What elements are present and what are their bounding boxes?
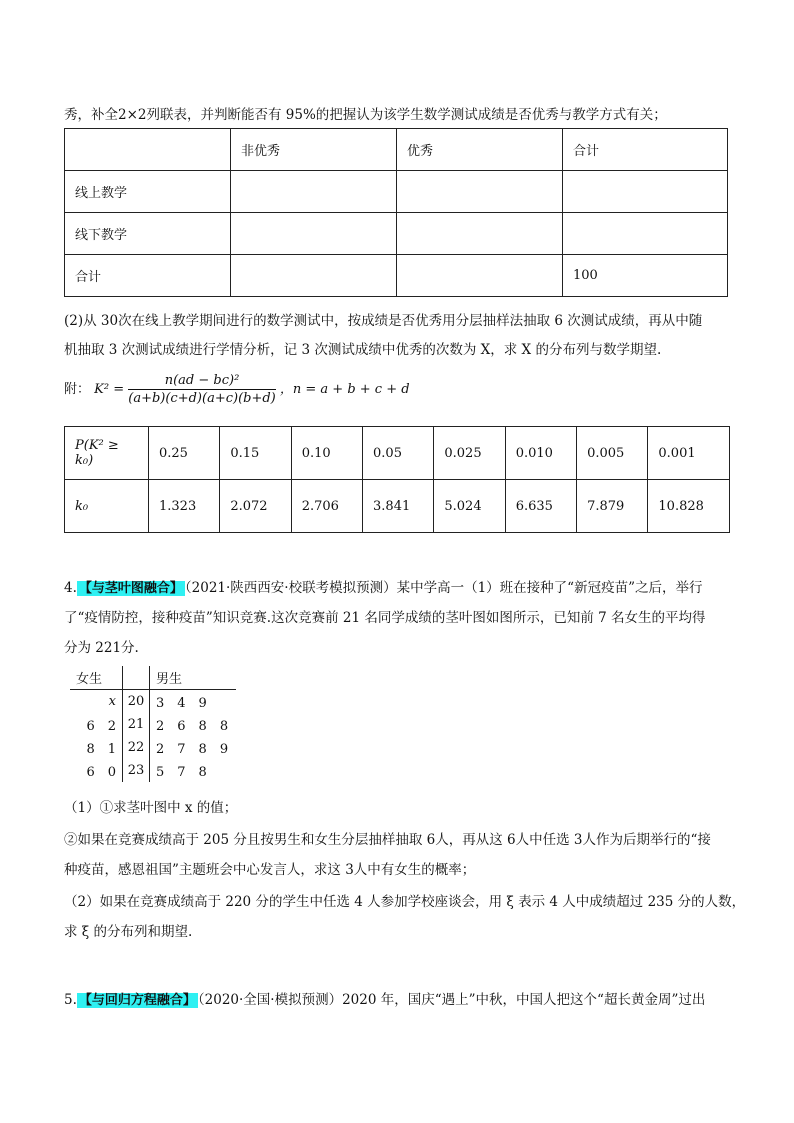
stem-leaf-right-header: 男生 [150, 666, 237, 690]
stem-leaf-row [70, 759, 236, 782]
stem-leaf-left-leaves: 6 2 [86, 719, 116, 734]
q4-sub1: （1）①求茎叶图中 x 的值； [64, 800, 238, 816]
stem-leaf-plot [70, 666, 236, 782]
stem-leaf-left-leaves: 6 0 [86, 765, 116, 780]
topic-tag: 【与茎叶图融合】 [78, 581, 183, 596]
table-cell: 1.323 [149, 480, 220, 533]
table-cell: 合计 [65, 255, 231, 297]
stem-leaf-left-leaves: 8 1 [86, 742, 116, 757]
formula-prefix: 附： [64, 382, 91, 397]
table-cell: 0.010 [505, 427, 576, 480]
q4-sub3-line1: （2）如果在竞赛成绩高于 220 分的学生中任选 4 人参加学校座谈会，用 ξ 表示 4 人中成绩超过 235 分的人数， [64, 894, 746, 910]
question-number: 4. [64, 580, 77, 596]
formula-numerator: n(ad − bc)² [128, 373, 276, 390]
stem-leaf-stem: 21 [123, 713, 150, 736]
table-header-cell: 合计 [563, 129, 728, 171]
table-cell: 6.635 [505, 480, 576, 533]
table-cell: 0.25 [149, 427, 220, 480]
stem-leaf-stem-header [123, 666, 150, 690]
table-cell [563, 171, 728, 213]
q4-line3: 分为 221分. [64, 640, 139, 656]
table-cell [397, 213, 563, 255]
formula [64, 373, 410, 406]
table-cell: 0.10 [291, 427, 362, 480]
stem-leaf-stem: 23 [123, 759, 150, 782]
table-cell: 5.024 [434, 480, 505, 533]
table-header-row [65, 129, 728, 171]
table-cell: 0.001 [648, 427, 730, 480]
stem-leaf-stem: 22 [123, 736, 150, 759]
question-number: 5. [64, 992, 77, 1008]
table-cell: 0.005 [577, 427, 648, 480]
stem-leaf-header [70, 666, 236, 690]
table-cell: 线下教学 [65, 213, 231, 255]
q3-part2-line1: (2)从 30次在线上教学期间进行的数学测试中，按成绩是否优秀用分层抽样法抽取 6 次测试成绩，再从中随 [64, 313, 703, 329]
table-cell [397, 255, 563, 297]
contingency-table [64, 128, 728, 297]
table-cell: P(K² ≥ k₀) [65, 427, 149, 480]
table-cell: 0.05 [363, 427, 434, 480]
q4-sub2-line1: ②如果在竞赛成绩高于 205 分且按男生和女生分层抽样抽取 6人，再从这 6人中任选 3人作为后期举行的“接 [64, 832, 711, 848]
stem-leaf-left-leaves: x [108, 694, 116, 709]
table-cell: 3.841 [363, 480, 434, 533]
q4-line2: 了“疫情防控，接种疫苗”知识竞赛.这次竞赛前 21 名同学成绩的茎叶图如图所示，已知前 7 名女生的平均得 [64, 610, 706, 626]
table-cell [231, 213, 397, 255]
table-header-cell: 非优秀 [231, 129, 397, 171]
topic-tag: 【与回归方程融合】 [78, 993, 196, 1008]
table-cell: 2.072 [220, 480, 291, 533]
q4-sub2-line2: 种疫苗，感恩祖国”主题班会中心发言人，求这 3人中有女生的概率； [64, 862, 476, 878]
stem-leaf-right-leaves: 2 7 8 9 [156, 742, 229, 757]
table-cell [397, 171, 563, 213]
table-cell [231, 255, 397, 297]
table-cell: 0.025 [434, 427, 505, 480]
table-header-cell [65, 129, 231, 171]
stem-leaf-row [70, 690, 236, 714]
table-cell: k₀ [65, 480, 149, 533]
table-row [65, 213, 728, 255]
table-cell [563, 213, 728, 255]
q5-line1 [64, 988, 705, 1008]
formula-lhs: K² = [94, 382, 125, 397]
q5-line1-text: （2020·全国·模拟预测）2020 年，国庆“遇上”中秋，中国人把这个“超长黄金周”过出 [197, 992, 706, 1008]
table-row [65, 255, 728, 297]
table-cell [231, 171, 397, 213]
formula-tail: ，n = a + b + c + d [279, 382, 410, 397]
stem-leaf-row [70, 713, 236, 736]
stem-leaf-stem: 20 [123, 690, 150, 714]
stem-leaf-right-leaves: 5 7 8 [156, 765, 207, 780]
table-cell: 0.15 [220, 427, 291, 480]
table-cell: 线上教学 [65, 171, 231, 213]
table-cell: 100 [563, 255, 728, 297]
q4-line1 [64, 576, 703, 596]
table-cell: 10.828 [648, 480, 730, 533]
q3-part2-line2: 机抽取 3 次测试成绩进行学情分析，记 3 次测试成绩中优秀的次数为 X，求 X 的分布列与数学期望. [64, 342, 662, 358]
stem-leaf-right-leaves: 3 4 9 [156, 696, 207, 711]
stem-leaf-left-header: 女生 [70, 666, 123, 690]
table-header-cell: 优秀 [397, 129, 563, 171]
q3-intro: 秀，补全2×2列联表，并判断能否有 95%的把握认为该学生数学测试成绩是否优秀与教学方式有关； [64, 107, 667, 123]
table-row [65, 171, 728, 213]
stem-leaf-row [70, 736, 236, 759]
table-row [65, 480, 730, 533]
formula-denominator: (a+b)(c+d)(a+c)(b+d) [128, 391, 276, 406]
table-cell: 7.879 [577, 480, 648, 533]
table-cell: 2.706 [291, 480, 362, 533]
table-row [65, 427, 730, 480]
q4-sub3-line2: 求 ξ 的分布列和期望. [64, 924, 193, 940]
formula-fraction [128, 373, 276, 406]
stem-leaf-right-leaves: 2 6 8 8 [156, 719, 229, 734]
q4-line1-text: （2021·陕西西安·校联考模拟预测）某中学高一（1）班在接种了“新冠疫苗”之后，举行 [184, 580, 703, 596]
critical-value-table [64, 426, 730, 533]
